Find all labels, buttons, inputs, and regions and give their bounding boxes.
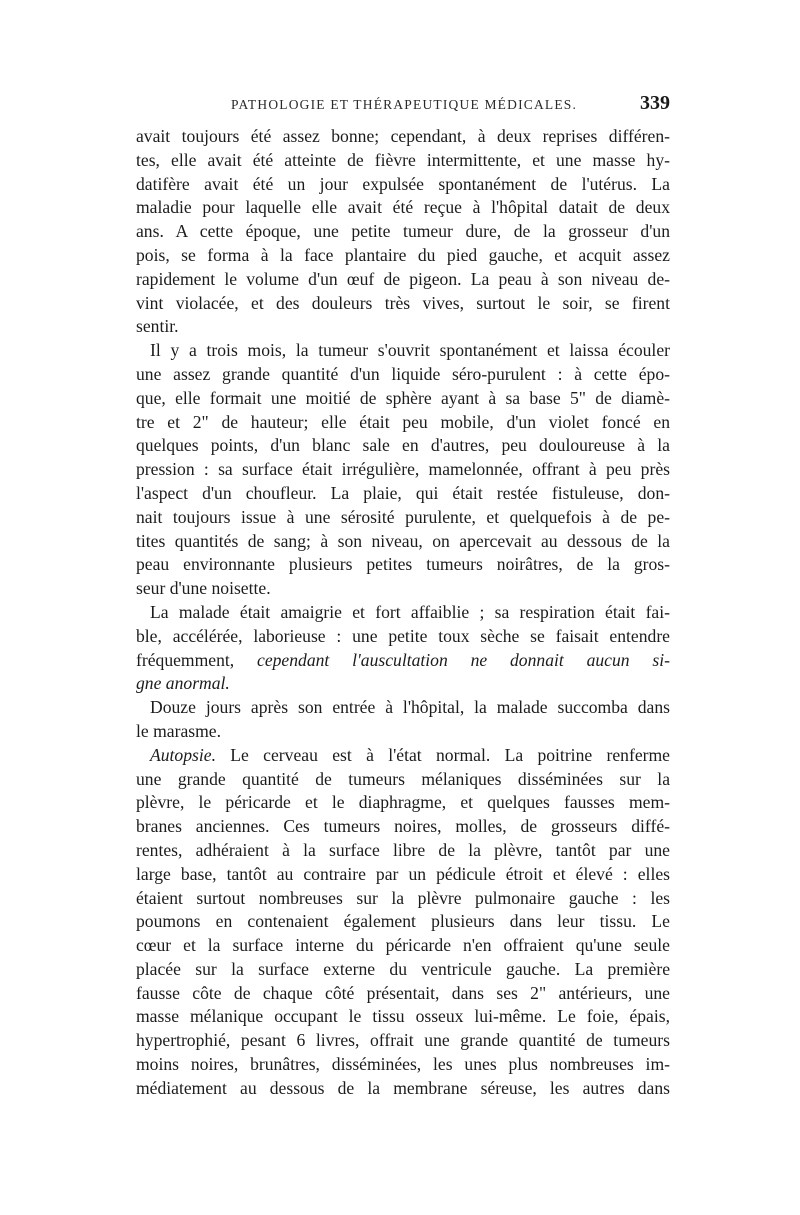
italic-fragment: Autopsie. <box>150 744 216 765</box>
text-line: étaient surtout nombreuses sur la plèvre pulmonaire gauche : les <box>136 887 670 908</box>
text-line-mixed <box>136 672 670 696</box>
text-line: branes anciennes. Ces tumeurs noires, molles, de grosseurs diffé- <box>136 816 670 837</box>
text-line: ans. A cette époque, une petite tumeur dure, de la grosseur d'un <box>136 221 670 242</box>
text-line: quelques points, d'un blanc sale en d'autres, peu douloureuse à la <box>136 435 670 456</box>
paragraph-start: Il y a trois mois, la tumeur s'ouvrit spontanément et laissa écouler <box>150 340 670 361</box>
paragraph-start: Douze jours après son entrée à l'hôpital, la malade succomba dans <box>150 697 670 718</box>
text-line: sentir. <box>136 316 179 337</box>
text-line: masse mélanique occupant le tissu osseux lui-même. Le foie, épais, <box>136 1006 670 1027</box>
text-line: une assez grande quantité d'un liquide séro-purulent : à cette épo- <box>136 363 670 384</box>
text-fragment: Le cerveau est à l'état normal. La poitrine renferme <box>215 744 670 765</box>
text-line: tre et 2" de hauteur; elle était peu mobile, d'un violet foncé en <box>136 411 670 432</box>
text-line: nait toujours issue à une sérosité purulente, et quelquefois à de pe- <box>136 506 670 527</box>
text-line: plèvre, le péricarde et le diaphragme, et quelques fausses mem- <box>136 792 670 813</box>
text-line: peau environnante plusieurs petites tumeurs noirâtres, de la gros- <box>136 554 670 575</box>
text-line: médiatement au dessous de la membrane séreuse, les autres dans <box>136 1077 670 1098</box>
text-line: maladie pour laquelle elle avait été reçue à l'hôpital datait de deux <box>136 197 670 218</box>
text-fragment: fréquemment, <box>136 649 258 670</box>
text-line: avait toujours été assez bonne; cependant, à deux reprises différen- <box>136 126 670 146</box>
text-line: large base, tantôt au contraire par un pédicule étroit et élevé : elles <box>136 863 670 884</box>
text-line: l'aspect d'un choufleur. La plaie, qui était restée fistuleuse, don- <box>136 482 670 503</box>
text-line: fausse côte de chaque côté présentait, dans ses 2" antérieurs, une <box>136 982 670 1003</box>
text-line: poumons en contenaient également plusieurs dans leur tissu. Le <box>136 911 670 932</box>
text-line: une grande quantité de tumeurs mélaniques disséminées sur la <box>136 768 670 789</box>
page-number: 339 <box>640 92 670 114</box>
text-line: pois, se forma à la face plantaire du pied gauche, et acquit assez <box>136 244 670 265</box>
running-title: PATHOLOGIE ET THÉRAPEUTIQUE MÉDICALES. <box>231 97 578 112</box>
text-line: placée sur la surface externe du ventricule gauche. La première <box>136 958 670 979</box>
text-line: ble, accélérée, laborieuse : une petite toux sèche se faisait entendre <box>136 625 670 646</box>
italic-fragment: gne anormal. <box>136 673 230 694</box>
italic-fragment: cependant l'auscultation ne donnait aucun si- <box>257 649 671 670</box>
text-line: moins noires, brunâtres, disséminées, les unes plus nombreuses im- <box>136 1054 670 1075</box>
text-line: tes, elle avait été atteinte de fièvre intermittente, et une masse hy- <box>136 149 670 170</box>
text-line: le marasme. <box>136 720 221 741</box>
text-line: rentes, adhéraient à la surface libre de la plèvre, tantôt par une <box>136 839 670 860</box>
text-line: que, elle formait une moitié de sphère ayant à sa base 5" de diamè- <box>136 387 670 408</box>
text-line: vint violacée, et des douleurs très vives, surtout le soir, se firent <box>136 292 670 313</box>
text-line: pression : sa surface était irrégulière, mamelonnée, offrant à peu près <box>136 459 670 480</box>
text-line: tites quantités de sang; à son niveau, on apercevait au dessous de la <box>136 530 670 551</box>
text-line: rapidement le volume d'un œuf de pigeon. La peau à son niveau de- <box>136 268 670 289</box>
paragraph-start: La malade était amaigrie et fort affaiblie ; sa respiration était fai- <box>150 601 670 622</box>
text-line: datifère avait été un jour expulsée spontanément de l'utérus. La <box>136 173 670 194</box>
body-text <box>136 125 670 1101</box>
text-line: cœur et la surface interne du péricarde n'en offraient qu'une seule <box>136 935 670 956</box>
page-header <box>136 92 676 121</box>
text-line-mixed <box>136 649 670 673</box>
text-line: seur d'une noisette. <box>136 578 271 599</box>
text-line: hypertrophié, pesant 6 livres, offrait une grande quantité de tumeurs <box>136 1030 670 1051</box>
paragraph-start-mixed <box>136 744 670 768</box>
